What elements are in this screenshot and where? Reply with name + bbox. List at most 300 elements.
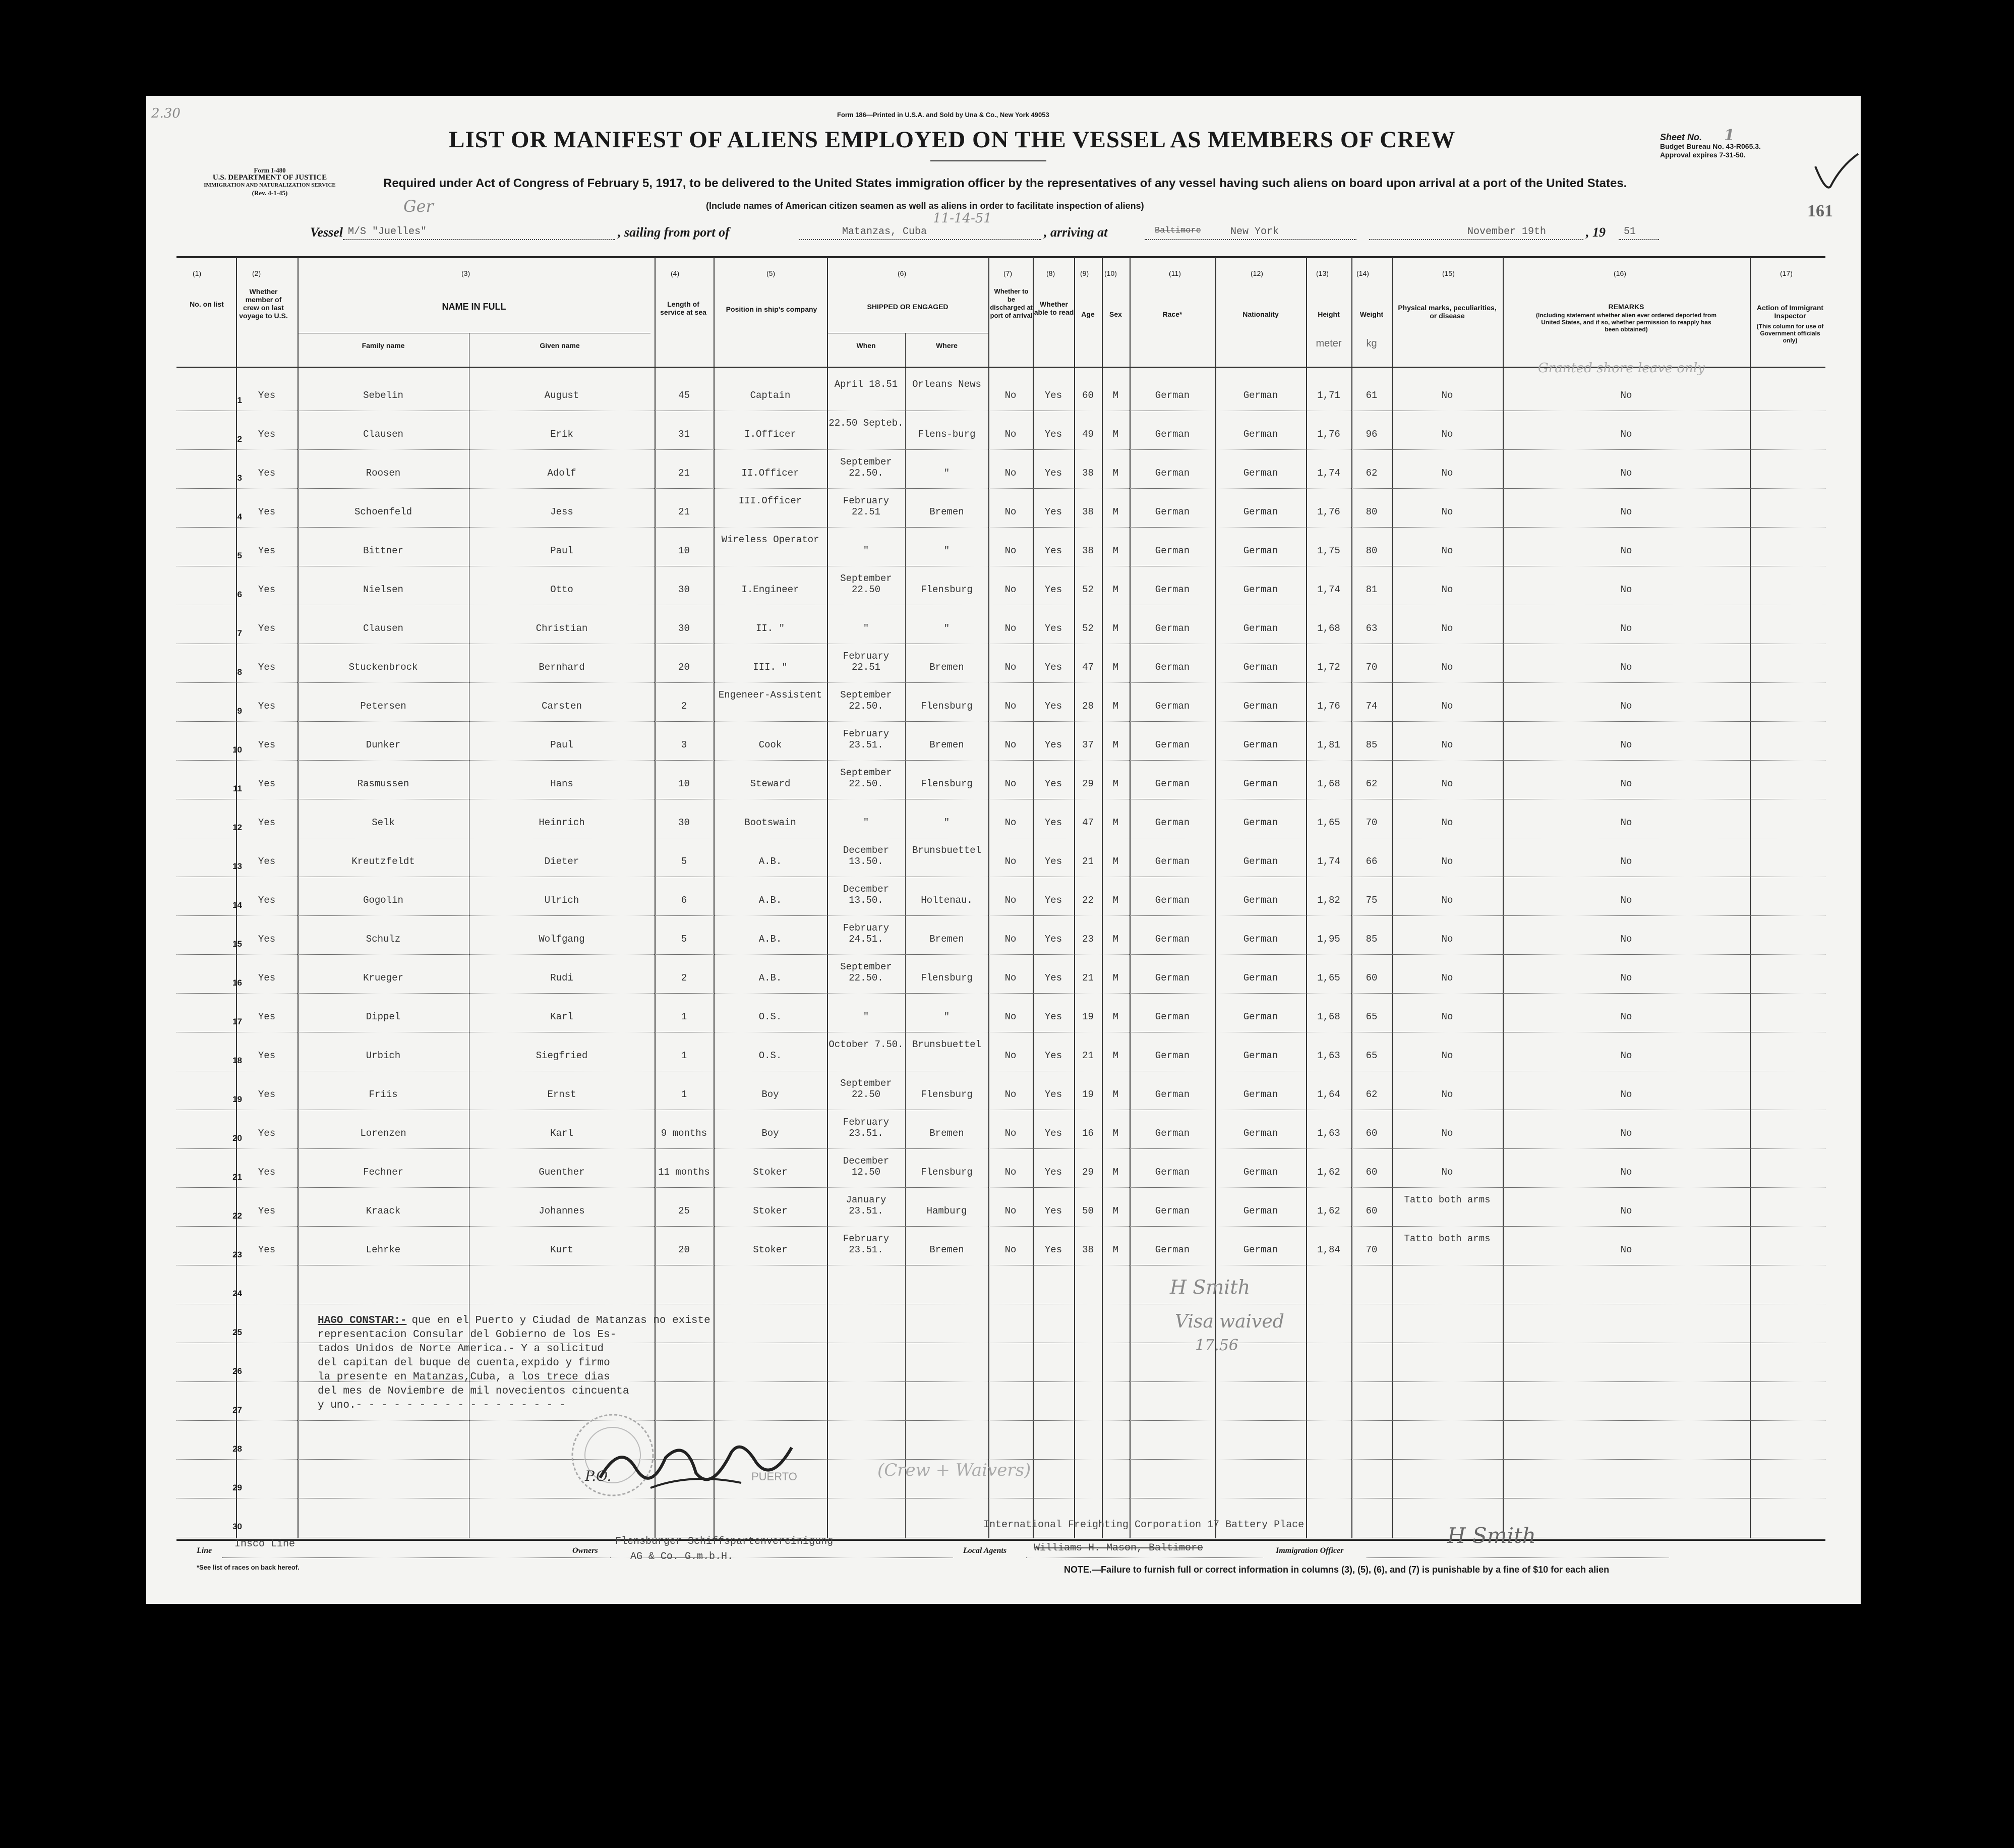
last-voyage-cell: Yes: [258, 778, 276, 789]
last-voyage-cell: Yes: [258, 584, 276, 595]
position-cell: III.Officer: [738, 495, 802, 506]
race-cell: German: [1155, 856, 1190, 867]
able-to-read-cell: Yes: [1044, 739, 1062, 750]
shipped-when-cell: February 22.51: [843, 651, 890, 673]
row-rule: [176, 954, 1825, 955]
length-of-service-cell: 6: [681, 895, 687, 906]
length-of-service-cell: 1: [681, 1011, 687, 1022]
able-to-read-cell: Yes: [1044, 584, 1062, 595]
sex-cell: M: [1112, 584, 1119, 595]
last-voyage-cell: Yes: [258, 1050, 276, 1061]
height-cell: 1,72: [1317, 662, 1340, 673]
length-of-service-cell: 3: [681, 739, 687, 750]
col-header-shipped: SHIPPED OR ENGAGED: [867, 303, 949, 311]
weight-cell: 85: [1366, 934, 1378, 945]
remarks-cell: No: [1620, 701, 1632, 712]
last-voyage-cell: Yes: [258, 429, 276, 440]
revision: (Rev. 4-1-45): [252, 189, 288, 197]
discharged-cell: No: [1004, 584, 1017, 595]
statement-line: del mes de Noviembre de mil novecientos cincuenta: [318, 1385, 629, 1397]
shipped-when-cell: October 7.50.: [828, 1039, 904, 1050]
sex-cell: M: [1112, 856, 1119, 867]
physical-marks-cell: No: [1441, 662, 1453, 673]
age-cell: 47: [1082, 817, 1094, 828]
nationality-cell: German: [1243, 1089, 1278, 1100]
sex-cell: M: [1112, 701, 1119, 712]
height-cell: 1,62: [1317, 1167, 1340, 1178]
row-rule: [176, 449, 1825, 450]
given-name-cell: Carsten: [542, 701, 582, 712]
col-num: (2): [252, 269, 261, 277]
remarks-cell: No: [1620, 662, 1632, 673]
physical-marks-cell: No: [1441, 1089, 1453, 1100]
visa-waived-note: Visa waived: [1175, 1311, 1284, 1332]
weight-cell: 60: [1366, 1205, 1378, 1217]
shipped-when-cell: September 22.50: [840, 1078, 892, 1100]
col-num: (11): [1169, 269, 1181, 277]
row-rule: [176, 1148, 1825, 1149]
physical-marks-cell: No: [1441, 468, 1453, 479]
statement-line: del capitan del buque de cuenta,expido y firmo: [318, 1357, 610, 1369]
row-rule: [176, 993, 1825, 994]
col-header-remarks: REMARKS: [1608, 303, 1644, 311]
position-cell: III. ": [753, 662, 788, 673]
col-header-family-name: Family name: [362, 341, 405, 350]
col-header-race: Race*: [1162, 310, 1182, 318]
physical-marks-cell: No: [1441, 817, 1453, 828]
sailing-dots: [799, 239, 1041, 240]
inspector-initials: H Smith: [1170, 1276, 1251, 1298]
height-cell: 1,81: [1317, 739, 1340, 750]
sex-cell: M: [1112, 1205, 1119, 1217]
physical-marks-cell: No: [1441, 429, 1453, 440]
race-cell: German: [1155, 1205, 1190, 1217]
row-number: 6: [237, 590, 242, 599]
physical-marks-cell: No: [1441, 972, 1453, 984]
discharged-cell: No: [1004, 1128, 1017, 1139]
family-name-cell: Schulz: [366, 934, 401, 945]
age-cell: 23: [1082, 934, 1094, 945]
last-voyage-cell: Yes: [258, 739, 276, 750]
sex-cell: M: [1112, 739, 1119, 750]
col-header-read: Whether able to read: [1034, 300, 1074, 316]
age-cell: 19: [1082, 1089, 1094, 1100]
nationality-cell: German: [1243, 701, 1278, 712]
col-header-height-unit: meter: [1316, 338, 1342, 349]
year-dots: [1619, 239, 1659, 240]
col-num: (5): [766, 269, 776, 277]
position-cell: I.Officer: [744, 429, 796, 440]
given-name-cell: Jess: [550, 506, 573, 517]
row-number: 12: [232, 823, 242, 832]
given-name-cell: Guenther: [539, 1167, 585, 1178]
page-subtitle-note: (Include names of American citizen seamen as well as aliens in order to facilitate inspection of aliens): [706, 201, 1144, 211]
race-cell: German: [1155, 895, 1190, 906]
col-header-nationality: Nationality: [1242, 310, 1279, 318]
length-of-service-cell: 30: [678, 817, 690, 828]
race-cell: German: [1155, 1167, 1190, 1178]
shipped-where-cell: ": [943, 1011, 950, 1022]
row-number: 20: [232, 1133, 242, 1143]
length-of-service-cell: 2: [681, 701, 687, 712]
length-of-service-cell: 2: [681, 972, 687, 984]
sailing-label: , sailing from port of: [618, 225, 730, 240]
family-name-cell: Kraack: [366, 1205, 401, 1217]
length-of-service-cell: 9 months: [661, 1128, 707, 1139]
sex-cell: M: [1112, 1011, 1119, 1022]
table-bottom-rule: [176, 1539, 1825, 1541]
sex-cell: M: [1112, 895, 1119, 906]
sex-cell: M: [1112, 506, 1119, 517]
race-cell: German: [1155, 506, 1190, 517]
last-voyage-cell: Yes: [258, 390, 276, 401]
height-cell: 1,82: [1317, 895, 1340, 906]
last-voyage-cell: Yes: [258, 701, 276, 712]
col-header-name: NAME IN FULL: [442, 302, 506, 312]
shipped-where-cell: Bremen: [929, 662, 964, 673]
owners-value: Flensburger Schiffspartenvereinigung: [615, 1536, 834, 1547]
remarks-cell: No: [1620, 1128, 1632, 1139]
shipped-where-cell: Flensburg: [921, 701, 973, 712]
weight-cell: 70: [1366, 817, 1378, 828]
remarks-cell: No: [1620, 1089, 1632, 1100]
last-voyage-cell: Yes: [258, 817, 276, 828]
nationality-cell: German: [1243, 584, 1278, 595]
last-voyage-cell: Yes: [258, 623, 276, 634]
height-cell: 1,74: [1317, 584, 1340, 595]
shipped-where-cell: Bremen: [929, 1244, 964, 1255]
races-footnote: *See list of races on back hereof.: [197, 1564, 300, 1571]
family-name-cell: Clausen: [363, 623, 403, 634]
position-cell: Bootswain: [744, 817, 796, 828]
form-identifier: [187, 166, 353, 197]
length-of-service-cell: 45: [678, 390, 690, 401]
nationality-cell: German: [1243, 817, 1278, 828]
weight-cell: 96: [1366, 429, 1378, 440]
sex-cell: M: [1112, 972, 1119, 984]
discharged-cell: No: [1004, 739, 1017, 750]
family-name-cell: Dippel: [366, 1011, 401, 1022]
row-number: 21: [232, 1172, 242, 1182]
weight-cell: 60: [1366, 972, 1378, 984]
able-to-read-cell: Yes: [1044, 662, 1062, 673]
statement-line: y uno.- - - - - - - - - - - - - - - - -: [318, 1400, 566, 1411]
date-dots: [1369, 239, 1583, 240]
family-name-cell: Urbich: [366, 1050, 401, 1061]
able-to-read-cell: Yes: [1044, 506, 1062, 517]
race-cell: German: [1155, 934, 1190, 945]
statement-line: la presente en Matanzas,Cuba, a los trece dias: [318, 1371, 610, 1383]
race-cell: German: [1155, 545, 1190, 556]
remarks-cell: No: [1620, 739, 1632, 750]
given-name-cell: Erik: [550, 429, 573, 440]
sex-cell: M: [1112, 429, 1119, 440]
row-number: 14: [232, 900, 242, 910]
arriving-label: , arriving at: [1044, 225, 1108, 240]
discharged-cell: No: [1004, 778, 1017, 789]
able-to-read-cell: Yes: [1044, 1050, 1062, 1061]
height-cell: 1,62: [1317, 1205, 1340, 1217]
age-cell: 50: [1082, 1205, 1094, 1217]
weight-cell: 81: [1366, 584, 1378, 595]
arriving-value: New York: [1230, 226, 1279, 238]
shipped-where-cell: Holtenau.: [921, 895, 973, 906]
height-cell: 1,64: [1317, 1089, 1340, 1100]
row-rule: [176, 1187, 1825, 1188]
vessel-dots: [343, 239, 615, 240]
shipped-where-cell: Hamburg: [926, 1205, 967, 1217]
able-to-read-cell: Yes: [1044, 390, 1062, 401]
weight-cell: 62: [1366, 778, 1378, 789]
age-cell: 19: [1082, 1011, 1094, 1022]
family-name-cell: Fechner: [363, 1167, 403, 1178]
length-of-service-cell: 10: [678, 778, 690, 789]
last-voyage-cell: Yes: [258, 662, 276, 673]
position-cell: I.Engineer: [741, 584, 799, 595]
shipped-when-cell: September 22.50.: [840, 689, 892, 712]
row-number: 3: [237, 473, 242, 483]
seal-text: PUERTO: [751, 1470, 797, 1483]
age-cell: 47: [1082, 662, 1094, 673]
shipped-where-cell: Flensburg: [921, 584, 973, 595]
discharged-cell: No: [1004, 972, 1017, 984]
remarks-cell: No: [1620, 545, 1632, 556]
discharged-cell: No: [1004, 468, 1017, 479]
discharged-cell: No: [1004, 1089, 1017, 1100]
discharged-cell: No: [1004, 506, 1017, 517]
race-cell: German: [1155, 623, 1190, 634]
row-rule: [176, 1226, 1825, 1227]
able-to-read-cell: Yes: [1044, 1011, 1062, 1022]
height-cell: 1,63: [1317, 1128, 1340, 1139]
agents-dots: [1026, 1557, 1263, 1558]
vessel-value: M/S "Juelles": [348, 226, 427, 238]
row-number: 13: [232, 861, 242, 871]
arrival-date: November 19th: [1467, 226, 1547, 238]
able-to-read-cell: Yes: [1044, 1089, 1062, 1100]
shipped-where-cell: Bremen: [929, 506, 964, 517]
discharged-cell: No: [1004, 1167, 1017, 1178]
remarks-cell: No: [1620, 895, 1632, 906]
shipped-where-cell: Brunsbuettel: [912, 845, 981, 856]
statement-line: que en el Puerto y Ciudad de Matanzas no existe: [411, 1315, 710, 1326]
crew-annotation: (Crew + Waivers): [877, 1460, 1031, 1480]
shipped-when-cell: February 23.51.: [843, 1233, 890, 1255]
row-number: 11: [233, 784, 242, 793]
height-cell: 1,95: [1317, 934, 1340, 945]
able-to-read-cell: Yes: [1044, 895, 1062, 906]
race-cell: German: [1155, 584, 1190, 595]
remarks-cell: No: [1620, 1167, 1632, 1178]
given-name-cell: Bernhard: [539, 662, 585, 673]
col-num: (8): [1046, 269, 1055, 277]
sex-cell: M: [1112, 662, 1119, 673]
visa-number: 17.56: [1195, 1337, 1238, 1354]
weight-cell: 65: [1366, 1050, 1378, 1061]
weight-cell: 65: [1366, 1011, 1378, 1022]
nationality-cell: German: [1243, 1128, 1278, 1139]
col-num: (12): [1251, 269, 1263, 277]
family-name-cell: Sebelin: [363, 390, 403, 401]
col-header-physical-marks: Physical marks, peculiarities, or disease: [1398, 304, 1497, 320]
discharged-cell: No: [1004, 1050, 1017, 1061]
shipped-where-cell: ": [943, 817, 950, 828]
shore-leave-annotation: Granted shore leave only: [1538, 361, 1705, 376]
given-name-cell: Heinrich: [539, 817, 585, 828]
age-cell: 21: [1082, 972, 1094, 984]
position-cell: A.B.: [758, 895, 782, 906]
agents-value: Williams H. Mason, Baltimore: [1034, 1542, 1204, 1554]
discharged-cell: No: [1004, 1244, 1017, 1255]
able-to-read-cell: Yes: [1044, 817, 1062, 828]
discharged-cell: No: [1004, 701, 1017, 712]
length-of-service-cell: 30: [678, 584, 690, 595]
sex-cell: M: [1112, 545, 1119, 556]
weight-cell: 74: [1366, 701, 1378, 712]
age-cell: 52: [1082, 584, 1094, 595]
discharged-cell: No: [1004, 817, 1017, 828]
vessel-annotation: Ger: [403, 197, 434, 216]
discharged-cell: No: [1004, 662, 1017, 673]
family-name-cell: Roosen: [366, 468, 401, 479]
weight-cell: 60: [1366, 1167, 1378, 1178]
position-cell: Boy: [761, 1089, 779, 1100]
race-cell: German: [1155, 1011, 1190, 1022]
weight-cell: 70: [1366, 1244, 1378, 1255]
weight-cell: 61: [1366, 390, 1378, 401]
able-to-read-cell: Yes: [1044, 856, 1062, 867]
weight-cell: 62: [1366, 1089, 1378, 1100]
last-voyage-cell: Yes: [258, 468, 276, 479]
height-cell: 1,71: [1317, 390, 1340, 401]
given-name-cell: Kurt: [550, 1244, 573, 1255]
able-to-read-cell: Yes: [1044, 934, 1062, 945]
col-num: (10): [1104, 269, 1117, 277]
able-to-read-cell: Yes: [1044, 468, 1062, 479]
able-to-read-cell: Yes: [1044, 1205, 1062, 1217]
col-num: (7): [1003, 269, 1013, 277]
shipped-when-cell: ": [863, 1011, 869, 1022]
shipped-when-cell: February 22.51: [843, 495, 890, 517]
last-voyage-cell: Yes: [258, 545, 276, 556]
age-cell: 38: [1082, 545, 1094, 556]
position-cell: Cook: [758, 739, 782, 750]
height-cell: 1,65: [1317, 817, 1340, 828]
row-rule: [176, 915, 1825, 916]
sex-cell: M: [1112, 468, 1119, 479]
race-cell: German: [1155, 701, 1190, 712]
sex-cell: M: [1112, 1050, 1119, 1061]
row-number: 26: [232, 1366, 242, 1376]
physical-marks-cell: No: [1441, 778, 1453, 789]
given-name-cell: Dieter: [544, 856, 579, 867]
col-num: (15): [1442, 269, 1455, 277]
discharged-cell: No: [1004, 1011, 1017, 1022]
family-name-cell: Friis: [369, 1089, 398, 1100]
age-cell: 28: [1082, 701, 1094, 712]
family-name-cell: Nielsen: [363, 584, 403, 595]
shipped-when-cell: ": [863, 623, 869, 634]
nationality-cell: German: [1243, 1205, 1278, 1217]
row-number: 17: [232, 1017, 242, 1026]
family-name-cell: Selk: [372, 817, 395, 828]
given-name-cell: Hans: [550, 778, 573, 789]
shipped-when-cell: January 23.51.: [846, 1194, 886, 1217]
age-cell: 38: [1082, 468, 1094, 479]
physical-marks-cell: No: [1441, 390, 1453, 401]
col-num: (6): [898, 269, 907, 277]
row-number: 24: [232, 1289, 242, 1298]
family-name-cell: Schoenfeld: [354, 506, 412, 517]
family-name-cell: Krueger: [363, 972, 403, 984]
sailing-annotation: 11-14-51: [933, 211, 992, 226]
position-cell: Captain: [750, 390, 791, 401]
remarks-cell: No: [1620, 934, 1632, 945]
nationality-cell: German: [1243, 856, 1278, 867]
length-of-service-cell: 5: [681, 934, 687, 945]
line-label: Line: [197, 1546, 212, 1555]
race-cell: German: [1155, 739, 1190, 750]
length-of-service-cell: 20: [678, 1244, 690, 1255]
physical-marks-cell: No: [1441, 895, 1453, 906]
age-cell: 21: [1082, 1050, 1094, 1061]
row-rule: [176, 760, 1825, 761]
length-of-service-cell: 1: [681, 1050, 687, 1061]
position-cell: O.S.: [758, 1011, 782, 1022]
sex-cell: M: [1112, 390, 1119, 401]
shipped-when-cell: ": [863, 817, 869, 828]
length-of-service-cell: 25: [678, 1205, 690, 1217]
sex-cell: M: [1112, 1089, 1119, 1100]
remarks-cell: No: [1620, 1050, 1632, 1061]
nationality-cell: German: [1243, 972, 1278, 984]
discharged-cell: No: [1004, 429, 1017, 440]
row-number: 25: [232, 1327, 242, 1337]
last-voyage-cell: Yes: [258, 972, 276, 984]
nationality-cell: German: [1243, 778, 1278, 789]
race-cell: German: [1155, 468, 1190, 479]
age-cell: 38: [1082, 506, 1094, 517]
race-cell: German: [1155, 778, 1190, 789]
weight-cell: 66: [1366, 856, 1378, 867]
col-header-position: Position in ship's company: [726, 305, 817, 313]
able-to-read-cell: Yes: [1044, 429, 1062, 440]
age-cell: 52: [1082, 623, 1094, 634]
shipped-when-cell: 22.50 Septeb.: [828, 418, 904, 429]
age-cell: 38: [1082, 1244, 1094, 1255]
col-header-no: No. on list: [190, 300, 224, 308]
shipped-where-cell: Flensburg: [921, 1089, 973, 1100]
row-number: 28: [232, 1444, 242, 1454]
row-number: 23: [232, 1250, 242, 1259]
length-of-service-cell: 5: [681, 856, 687, 867]
family-name-cell: Clausen: [363, 429, 403, 440]
page-stamp: 161: [1807, 202, 1833, 220]
discharged-cell: No: [1004, 623, 1017, 634]
budget-number: Budget Bureau No. 43-R065.3.: [1660, 142, 1761, 150]
age-cell: 37: [1082, 739, 1094, 750]
approval-expiry: Approval expires 7-31-50.: [1660, 151, 1746, 159]
nationality-cell: German: [1243, 623, 1278, 634]
race-cell: German: [1155, 662, 1190, 673]
shipped-where-cell: Orleans News: [912, 379, 981, 390]
able-to-read-cell: Yes: [1044, 778, 1062, 789]
table-top-rule: [176, 256, 1825, 258]
physical-marks-cell: No: [1441, 1011, 1453, 1022]
row-number: 19: [232, 1094, 242, 1104]
footer-note: NOTE.—Failure to furnish full or correct information in columns (3), (5), (6), and (7) is punishable by a fine of $10 for each alien: [1064, 1565, 1610, 1575]
arriving-dots: [1145, 239, 1356, 240]
